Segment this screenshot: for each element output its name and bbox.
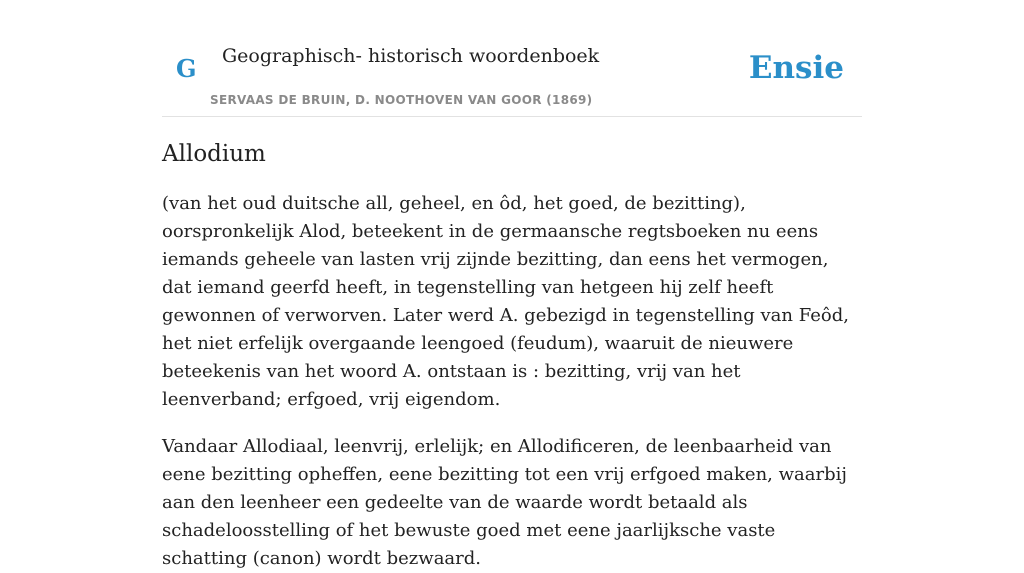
entry-paragraph: Vandaar Allodiaal, leenvrij, erlelijk; en Allodificeren, de leenbaarheid van eene bezitting opheffen, eene bezitting tot een vrij erfgoed maken, waarbij aan den leenheer een gedeelte van de waarde wordt betaald als schadeloosstelling of het bewuste goed met eene jaarlijksche vaste schatting (canon) wordt bezwaard. — [162, 436, 847, 569]
brand-logo[interactable]: Ensie — [748, 50, 844, 86]
entry-paragraph: (van het oud duitsche all, geheel, en ôd, het goed, de bezitting), oorspronkelijk Alod, beteekent in de germaansche regtsboeken nu eens iemands geheele van lasten vrij zijnde bezitting, dan eens het vermogen, dat iemand geerfd heeft, in tegenstelling van hetgeen hij zelf heeft gewonnen of verworven. Later werd A. gebezigd in tegenstelling van Feôd, het niet erfelijk overgaande leengoed (feudum), waaruit de nieuwere beteekenis van het woord A. ontstaan is : bezitting, vrij van het leenverband; erfgoed, vrij eigendom. — [162, 193, 849, 410]
page — [162, 0, 862, 573]
book-logo-icon[interactable]: G — [176, 54, 197, 83]
header — [162, 0, 862, 117]
entry-title: Allodium — [162, 141, 266, 167]
book-author: SERVAAS DE BRUIN, D. NOOTHOVEN VAN GOOR (1869) — [210, 93, 593, 107]
book-title[interactable]: Geographisch- historisch woordenboek — [222, 45, 600, 67]
